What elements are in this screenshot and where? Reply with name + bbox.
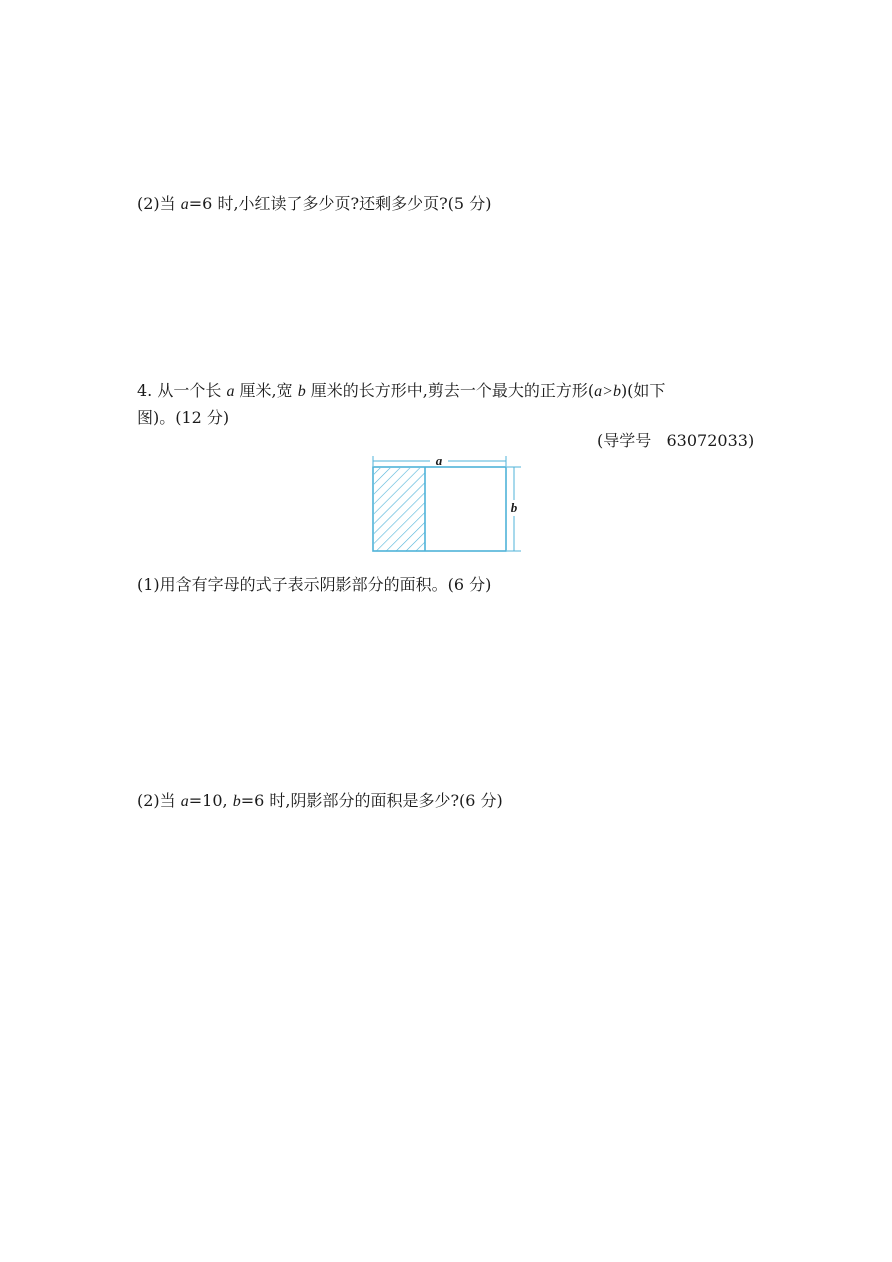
q4-part2-var-a: a xyxy=(180,793,189,810)
dimension-b xyxy=(507,467,521,551)
q4-stem-condition: a>b xyxy=(594,383,621,400)
rectangle-square-figure xyxy=(366,452,526,556)
label-b: b xyxy=(510,500,518,515)
question-4-stem-line-1 xyxy=(137,380,665,403)
question-3-part-2 xyxy=(137,193,491,216)
q4-part2-prefix: (2)当 xyxy=(137,791,181,810)
q4-part2-rest: =6 时,阴影部分的面积是多少?(6 分) xyxy=(240,791,503,810)
q4-stem-seg1: 4. 从一个长 xyxy=(137,381,227,400)
q4-part2-var-b: b xyxy=(232,793,241,810)
q3-part2-rest: =6 时,小红读了多少页?还剩多少页?(5 分) xyxy=(188,194,492,213)
figure-svg xyxy=(366,452,526,556)
label-a: a xyxy=(435,453,443,468)
q3-part2-var-a: a xyxy=(180,196,189,213)
q4-stem-var-b: b xyxy=(297,383,306,400)
q4-stem-seg2: 厘米,宽 xyxy=(234,381,298,400)
shaded-square xyxy=(374,468,425,551)
question-4-part-2 xyxy=(137,790,503,813)
q3-part2-prefix: (2)当 xyxy=(137,194,181,213)
question-4-stem-line-2: 图)。(12 分) xyxy=(137,408,230,427)
q4-part2-mid: =10, xyxy=(188,791,233,810)
dimension-a xyxy=(373,453,506,468)
q4-stem-seg3: 厘米的长方形中,剪去一个最大的正方形( xyxy=(305,381,595,400)
q4-stem-seg4: )(如下 xyxy=(620,381,666,400)
question-4-reference-number: (导学号 63072033) xyxy=(597,431,755,450)
question-4-part-1: (1)用含有字母的式子表示阴影部分的面积。(6 分) xyxy=(137,575,492,594)
q4-stem-var-a: a xyxy=(226,383,235,400)
